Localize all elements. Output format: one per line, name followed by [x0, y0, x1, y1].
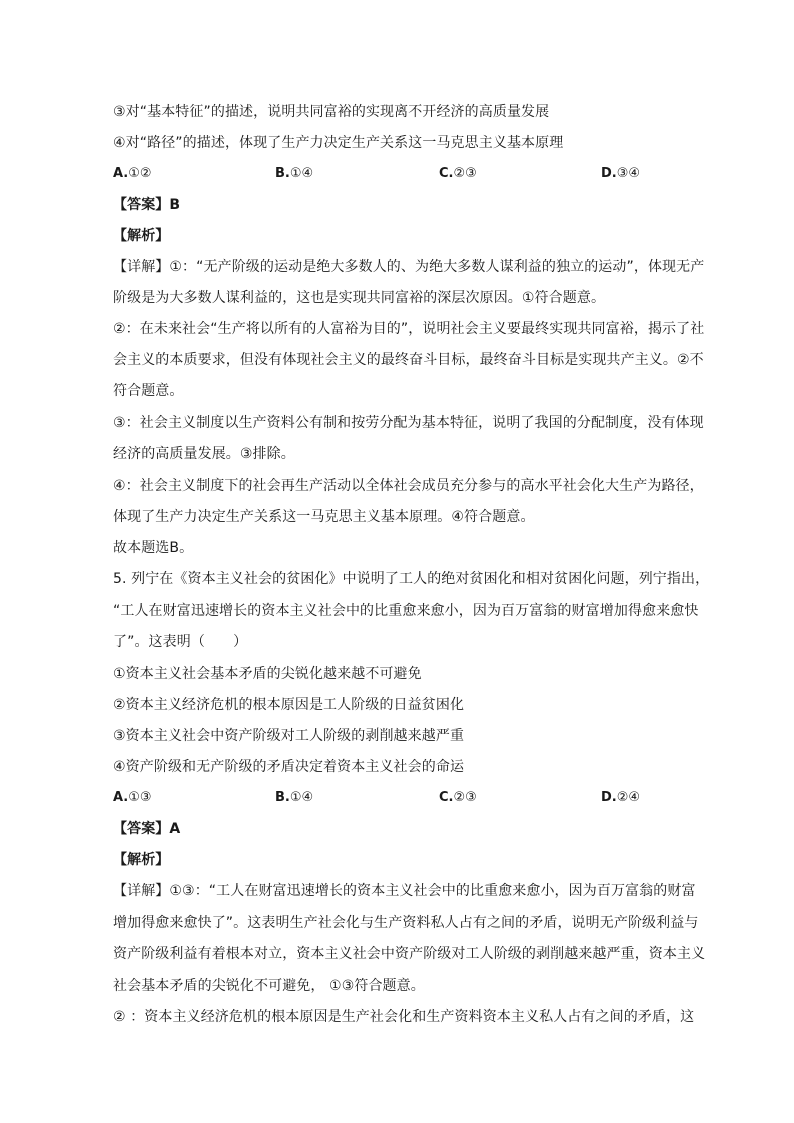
analysis-label-q5: 【解析】: [113, 852, 170, 868]
conclusion-q4: 故本题选B。: [113, 540, 194, 556]
option-b: B.①④: [275, 790, 314, 805]
option-d: D.③④: [601, 166, 641, 181]
question-5-stem: “工人在财富迅速增长的资本主义社会中的比重愈来愈小，因为百万富翁的财富增加得愈来愈快: [113, 603, 699, 619]
option-d: D.②④: [601, 790, 641, 805]
question-5-statement: ④资产阶级和无产阶级的矛盾决定着资本主义社会的命运: [113, 759, 465, 775]
option-c: C.②③: [439, 166, 477, 181]
analysis-line: 社会基本矛盾的尖锐化不可避免， ①③符合题意。: [113, 978, 425, 994]
analysis-line: 【详解】①③：“工人在财富迅速增长的资本主义社会中的比重愈来愈小，因为百万富翁的财富: [113, 883, 696, 899]
analysis-line: ③：社会主义制度以生产资料公有制和按劳分配为基本特征，说明了我国的分配制度，没有体现: [113, 415, 704, 431]
analysis-line: 资产阶级利益有着根本对立，资本主义社会中资产阶级对工人阶级的剥削越来越严重，资本主义: [113, 946, 706, 962]
answer-options-q4: [113, 164, 713, 184]
analysis-line: ②：在未来社会“生产将以所有的人富裕为目的”，说明社会主义要最终实现共同富裕，揭示了社: [113, 321, 705, 337]
answer-q5: 【答案】A: [113, 821, 181, 837]
question-5-stem: 5. 列宁在《资本主义社会的贫困化》中说明了工人的绝对贫困化和相对贫困化问题，列宁指出，: [113, 571, 710, 587]
option-c: C.②③: [439, 790, 477, 805]
question-5-statement: ②资本主义经济危机的根本原因是工人阶级的日益贫困化: [113, 697, 465, 713]
analysis-line: 经济的高质量发展。③排除。: [113, 446, 295, 462]
analysis-line: 增加得愈来愈快了”。这表明生产社会化与生产资料私人占有之间的矛盾，说明无产阶级利益与: [113, 915, 699, 931]
option-a: A.①②: [113, 166, 152, 181]
analysis-line: 【详解】①：“无产阶级的运动是绝大多数人的、为绝大多数人谋利益的独立的运动”，体现无产: [113, 259, 705, 275]
answer-options-q5: [113, 788, 713, 808]
analysis-line: ④：社会主义制度下的社会再生产活动以全体社会成员充分参与的高水平社会化大生产为路径，: [113, 478, 704, 494]
option-b: B.①④: [275, 166, 314, 181]
analysis-line: 符合题意。: [113, 383, 184, 399]
option-a: A.①③: [113, 790, 152, 805]
option-statement-4: ④对“路径”的描述，体现了生产力决定生产关系这一马克思主义基本原理: [113, 135, 564, 151]
analysis-line: 阶级是为大多数人谋利益的，这也是实现共同富裕的深层次原因。①符合题意。: [113, 290, 606, 306]
question-5-stem: 了”。这表明（ ）: [113, 634, 248, 650]
option-statement-3: ③对“基本特征”的描述，说明共同富裕的实现离不开经济的高质量发展: [113, 104, 550, 120]
answer-q4: 【答案】B: [113, 197, 181, 213]
question-5-statement: ①资本主义社会基本矛盾的尖锐化越来越不可避免: [113, 666, 422, 682]
question-5-statement: ③资本主义社会中资产阶级对工人阶级的剥削越来越严重: [113, 728, 465, 744]
analysis-line: 体现了生产力决定生产关系这一马克思主义基本原理。④符合题意。: [113, 509, 535, 525]
analysis-line: ② ：资本主义经济危机的根本原因是生产社会化和生产资料资本主义私人占有之间的矛盾，这: [113, 1009, 695, 1025]
analysis-line: 会主义的本质要求，但没有体现社会主义的最终奋斗目标，最终奋斗目标是实现共产主义。②不: [113, 352, 704, 368]
analysis-label-q4: 【解析】: [113, 228, 170, 244]
